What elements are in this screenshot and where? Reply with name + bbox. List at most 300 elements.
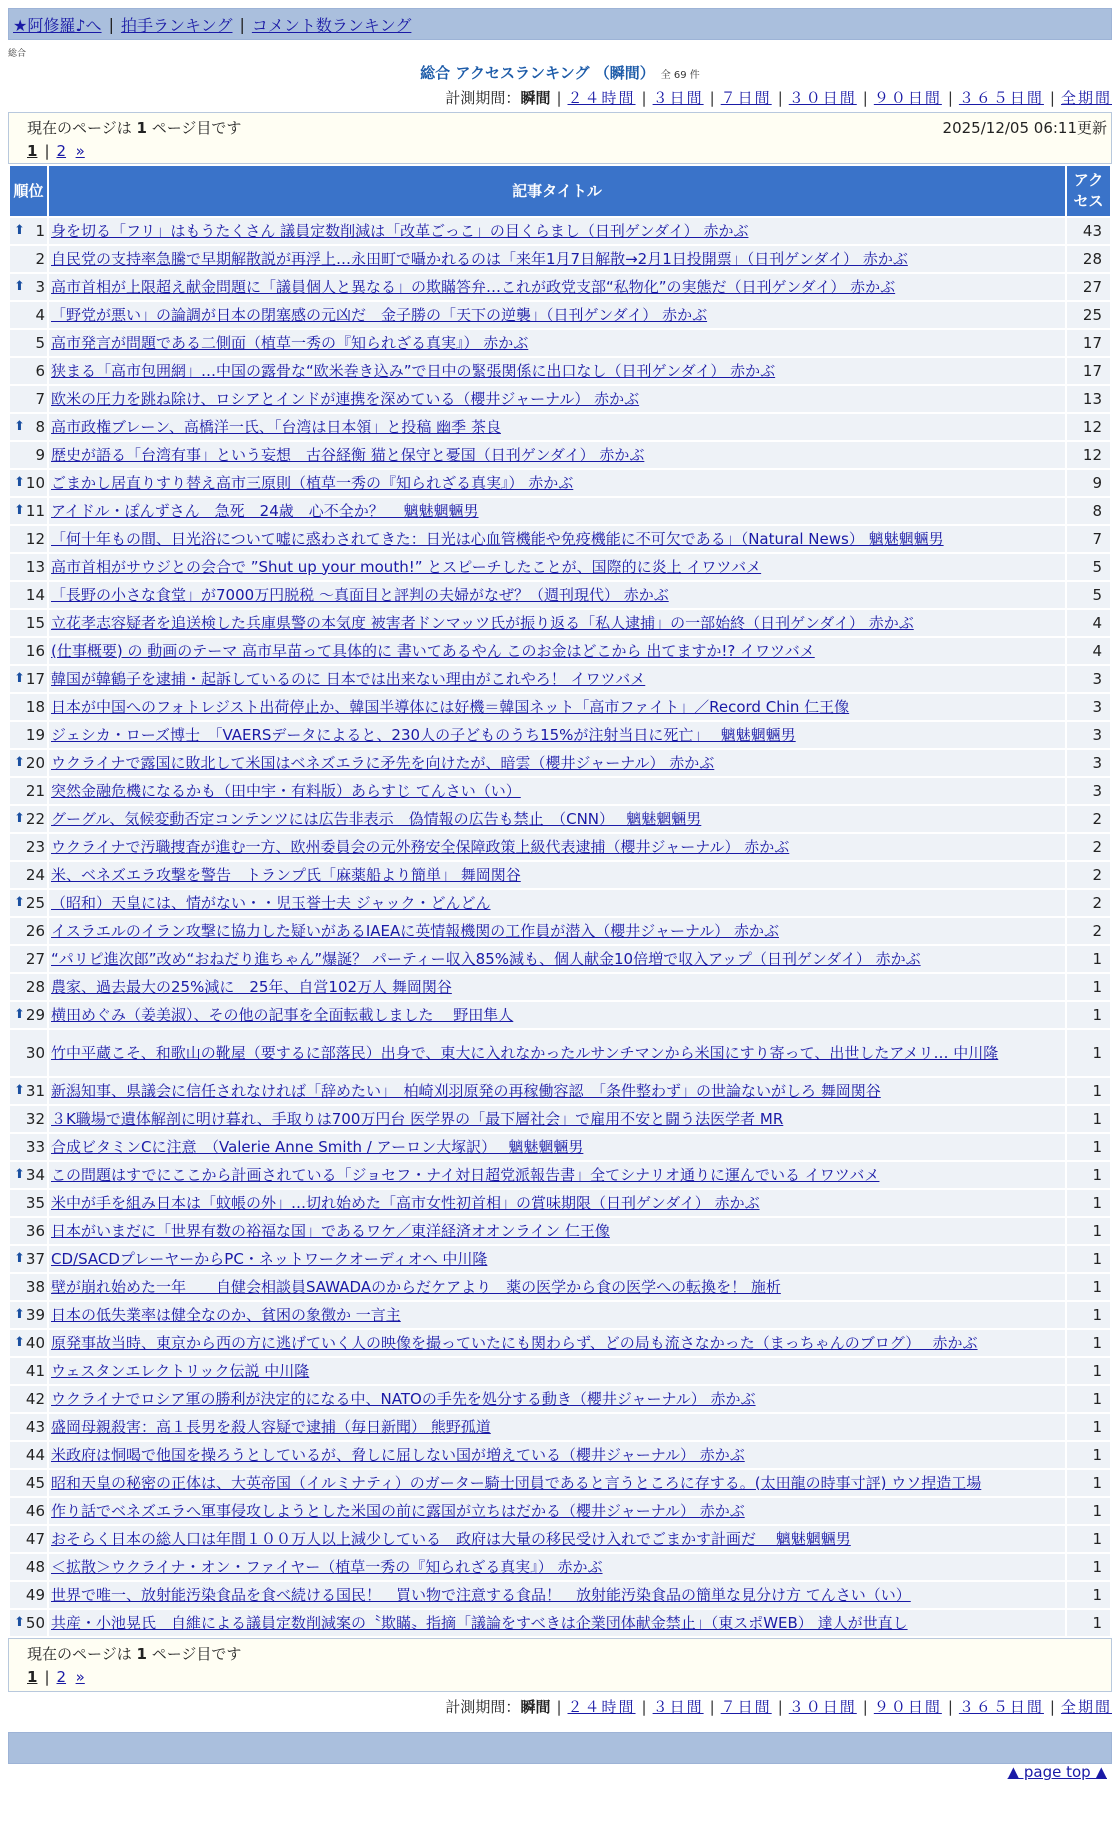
article-title-link[interactable]: 日本がいまだに「世界有数の裕福な国」であるワケ／東洋経済オオンライン 仁王像	[51, 1221, 610, 1240]
access-count: 1	[1067, 946, 1110, 972]
access-count: 1	[1067, 1414, 1110, 1440]
title-column-header: 記事タイトル	[49, 166, 1065, 216]
access-count: 25	[1067, 302, 1110, 328]
table-row	[10, 1106, 1110, 1132]
title-cell	[49, 218, 1065, 244]
title-cell	[49, 1330, 1065, 1356]
article-title-link[interactable]: アイドル・ぽんずさん 急死 24歳 心不全か？ 魑魅魍魎男	[51, 501, 479, 520]
article-title-link[interactable]: ウェスタンエレクトリック伝説 中川隆	[51, 1361, 310, 1380]
period-link[interactable]: ３６５日間	[958, 89, 1044, 107]
rank-number: 43	[25, 1417, 45, 1436]
table-row	[10, 1030, 1110, 1076]
rank-number: 9	[35, 445, 45, 464]
article-title-link[interactable]: ジェシカ・ローズ博士 「VAERSデータによると、230人の子どものうち15%が注射当日に死亡」 魑魅魍魎男	[51, 725, 796, 744]
rank-number: 31	[25, 1081, 45, 1100]
up-arrow-icon: ⬆	[14, 895, 25, 910]
access-count: 1	[1067, 1274, 1110, 1300]
up-arrow-icon: ⬆	[14, 1615, 25, 1630]
article-title-link[interactable]: 昭和天皇の秘密の正体は、大英帝国（イルミナティ）のガーター騎士団員であると言うところに存する。(太田龍の時事寸評) ウソ捏造工場	[51, 1473, 982, 1492]
period-link[interactable]: ３日間	[652, 1698, 704, 1716]
period-link[interactable]: ９０日間	[873, 89, 942, 107]
article-title-link[interactable]: 農家、過去最大の25%減に 25年、自営102万人 舞岡関谷	[51, 977, 452, 996]
rank-number: 11	[25, 501, 45, 520]
access-count: 2	[1067, 890, 1110, 916]
rank-number: 26	[25, 921, 45, 940]
rank-cell	[10, 1470, 47, 1496]
title-cell	[49, 1030, 1065, 1076]
article-title-link[interactable]: 日本の低失業率は健全なのか、貧困の象徴か 一言主	[51, 1305, 401, 1324]
rank-cell	[10, 694, 47, 720]
title-cell	[49, 806, 1065, 832]
article-title-link[interactable]: 壁が崩れ始めた一年 自健会相談員SAWADAのからだケアより 薬の医学から食の医学への転換を！ 施析	[51, 1277, 781, 1296]
period-link[interactable]: ３０日間	[788, 89, 857, 107]
rank-number: 46	[25, 1501, 45, 1520]
article-title-link[interactable]: 新潟知事、県議会に信任されなければ「辞めたい」 柏崎刈羽原発の再稼働容認 「条件整わず」の世論ないがしろ 舞岡関谷	[51, 1081, 881, 1100]
up-arrow-icon: ⬆	[14, 1251, 25, 1266]
table-row	[10, 694, 1110, 720]
access-count: 12	[1067, 414, 1110, 440]
rank-number: 44	[25, 1445, 45, 1464]
article-title-link[interactable]: 高市首相が上限超え献金問題に「議員個人と異なる」の欺瞞答弁…これが政党支部“私物化”の実態だ（日刊ゲンダイ） 赤かぶ	[51, 277, 896, 296]
pager-page-link[interactable]: 2	[56, 1668, 67, 1686]
article-title-link[interactable]: 世界で唯一、放射能汚染食品を食べ続ける国民！ 買い物で注意する食品！ 放射能汚染食品の簡単な見分け方 てんさい（い）	[51, 1585, 911, 1604]
article-title-link[interactable]: ウクライナでロシア軍の勝利が決定的になる中、NATOの手先を処分する動き（櫻井ジャーナル） 赤かぶ	[51, 1389, 756, 1408]
article-title-link[interactable]: 作り話でベネズエラへ軍事侵攻しようとした米国の前に露国が立ちはだかる（櫻井ジャーナル） 赤かぶ	[51, 1501, 745, 1520]
pager-current-page: 1	[27, 1668, 38, 1686]
table-row	[10, 302, 1110, 328]
nav-separator: |	[239, 14, 245, 34]
rank-cell	[10, 246, 47, 272]
article-title-link[interactable]: 自民党の支持率急騰で早期解散説が再浮上…永田町で囁かれるのは「来年1月7日解散→2月1日投開票」（日刊ゲンダイ） 赤かぶ	[51, 249, 908, 268]
article-title-link[interactable]: この問題はすでにここから計画されている「ジョセフ・ナイ対日超党派報告書」全てシナリオ通りに運んでいる イワツバメ	[51, 1165, 880, 1184]
title-cell	[49, 946, 1065, 972]
up-arrow-icon: ⬆	[14, 1167, 25, 1182]
table-row	[10, 1554, 1110, 1580]
title-cell	[49, 1582, 1065, 1608]
article-title-link[interactable]: イスラエルのイラン攻撃に協力した疑いがあるIAEAに英情報機関の工作員が潜入（櫻井ジャーナル） 赤かぶ	[51, 921, 779, 940]
access-count: 9	[1067, 470, 1110, 496]
access-count: 1	[1067, 1218, 1110, 1244]
rank-cell	[10, 442, 47, 468]
rank-number: 45	[25, 1473, 45, 1492]
rank-column-header: 順位	[10, 166, 47, 216]
rank-number: 7	[35, 389, 45, 408]
period-link[interactable]: 全期間	[1060, 1698, 1112, 1716]
period-separator: |	[709, 89, 715, 107]
rank-cell	[10, 1554, 47, 1580]
table-row	[10, 498, 1110, 524]
up-arrow-icon: ⬆	[14, 475, 25, 490]
rank-number: 48	[25, 1557, 45, 1576]
period-separator: |	[556, 89, 562, 107]
table-row	[10, 386, 1110, 412]
comment-ranking-link[interactable]: コメント数ランキング	[251, 15, 412, 35]
article-title-link[interactable]: 立花孝志容疑者を追送検した兵庫県警の本気度 被害者ドンマッツ氏が振り返る「私人逮捕」の一部始終（日刊ゲンダイ） 赤かぶ	[51, 613, 914, 632]
title-cell	[49, 1498, 1065, 1524]
rank-cell	[10, 974, 47, 1000]
access-count: 13	[1067, 386, 1110, 412]
article-title-link[interactable]: 原発事故当時、東京から西の方に逃げていく人の映像を撮っていたにも関わらず、どの局も流さなかった（まっちゃんのブログ） 赤かぶ	[51, 1333, 978, 1352]
title-cell	[49, 358, 1065, 384]
title-cell	[49, 386, 1065, 412]
rank-cell	[10, 330, 47, 356]
rank-number: 17	[25, 669, 45, 688]
article-title-link[interactable]: (仕事概要) の 動画のテーマ 高市早苗って具体的に 書いてあるやん このお金はどこから 出てますか!? イワツバメ	[51, 641, 815, 660]
rank-cell	[10, 1386, 47, 1412]
access-count: 3	[1067, 666, 1110, 692]
table-row	[10, 778, 1110, 804]
access-count: 2	[1067, 834, 1110, 860]
table-row	[10, 1610, 1110, 1636]
access-count: 1	[1067, 1610, 1110, 1636]
access-count: 1	[1067, 1246, 1110, 1272]
table-row	[10, 1582, 1110, 1608]
rank-number: 38	[25, 1277, 45, 1296]
period-link[interactable]: ７日間	[720, 1698, 772, 1716]
rank-cell	[10, 1274, 47, 1300]
rank-number: 15	[25, 613, 45, 632]
period-separator: |	[862, 89, 868, 107]
rank-number: 50	[25, 1613, 45, 1632]
title-cell	[49, 1190, 1065, 1216]
access-count: 3	[1067, 750, 1110, 776]
rank-cell	[10, 1526, 47, 1552]
rank-number: 21	[25, 781, 45, 800]
article-title-link[interactable]: 「何十年もの間、日光浴について嘘に惑わされてきた：日光は心血管機能や免疫機能に不可欠である」（Natural News） 魑魅魍魎男	[51, 529, 944, 548]
table-row	[10, 330, 1110, 356]
table-row	[10, 274, 1110, 300]
rank-number: 27	[25, 949, 45, 968]
table-row	[10, 834, 1110, 860]
title-cell	[49, 1442, 1065, 1468]
title-cell	[49, 498, 1065, 524]
access-count: 17	[1067, 358, 1110, 384]
rank-number: 12	[25, 529, 45, 548]
rank-number: 36	[25, 1221, 45, 1240]
table-row	[10, 722, 1110, 748]
article-title-link[interactable]: ごまかし居直りすり替え高市三原則（植草一秀の『知られざる真実』） 赤かぶ	[51, 473, 574, 492]
rank-number: 49	[25, 1585, 45, 1604]
rank-cell	[10, 946, 47, 972]
page-title: 総合 アクセスランキング （瞬間）	[420, 64, 655, 82]
access-count: 1	[1067, 1002, 1110, 1028]
article-title-link[interactable]: 突然金融危機になるかも（田中宇・有料版）あらすじ てんさい（い）	[51, 781, 521, 800]
table-row	[10, 582, 1110, 608]
access-count: 7	[1067, 526, 1110, 552]
rank-number: 33	[25, 1137, 45, 1156]
period-separator: |	[947, 1698, 953, 1716]
rank-cell	[10, 666, 47, 692]
article-title-link[interactable]: 歴史が語る「台湾有事」という妄想 古谷経衡 猫と保守と憂国（日刊ゲンダイ） 赤かぶ	[51, 445, 645, 464]
page-top-link[interactable]: ▲ page top ▲	[1007, 1763, 1107, 1781]
access-count: 2	[1067, 806, 1110, 832]
access-count: 1	[1067, 1442, 1110, 1468]
rank-number: 29	[25, 1005, 45, 1024]
rank-number: 8	[35, 417, 45, 436]
title-cell	[49, 526, 1065, 552]
title-cell	[49, 974, 1065, 1000]
page-info-bottom	[8, 1638, 1112, 1692]
article-title-link[interactable]: 高市首相がサウジとの会合で ”Shut up your mouth!” とスピーチしたことが、国際的に炎上 イワツバメ	[51, 557, 762, 576]
rank-number: 47	[25, 1529, 45, 1548]
up-arrow-icon: ⬆	[14, 1007, 25, 1022]
rank-cell	[10, 1498, 47, 1524]
period-link[interactable]: ３日間	[652, 89, 704, 107]
rank-number: 34	[25, 1165, 45, 1184]
title-cell	[49, 1106, 1065, 1132]
table-row	[10, 1218, 1110, 1244]
rank-number: 5	[35, 333, 45, 352]
current-page-text-bottom: 現在のページは 1 ページ目です	[27, 1645, 242, 1663]
rank-number: 14	[25, 585, 45, 604]
table-row	[10, 1330, 1110, 1356]
period-link[interactable]: ７日間	[720, 89, 772, 107]
page-info-top	[8, 112, 1112, 164]
category-label: 総合	[8, 49, 27, 59]
table-row	[10, 1002, 1110, 1028]
access-count: 1	[1067, 1358, 1110, 1384]
table-row	[10, 414, 1110, 440]
access-count: 1	[1067, 1386, 1110, 1412]
rank-number: 1	[35, 221, 45, 240]
article-title-link[interactable]: （昭和）天皇には、情がない・・児玉誉士夫 ジャック・どんどん	[51, 893, 491, 912]
title-cell	[49, 862, 1065, 888]
table-row	[10, 1274, 1110, 1300]
up-arrow-icon: ⬆	[14, 223, 25, 238]
table-row	[10, 1470, 1110, 1496]
table-row	[10, 554, 1110, 580]
article-title-link[interactable]: 狭まる「高市包囲網」…中国の露骨な“欧米巻き込み”で日中の緊張関係に出口なし（日刊ゲンダイ） 赤かぶ	[51, 361, 776, 380]
rank-number: 25	[25, 893, 45, 912]
title-cell	[49, 1078, 1065, 1104]
rank-cell	[10, 358, 47, 384]
title-cell	[49, 610, 1065, 636]
rank-number: 28	[25, 977, 45, 996]
rank-number: 35	[25, 1193, 45, 1212]
rank-cell	[10, 1330, 47, 1356]
title-cell	[49, 1526, 1065, 1552]
table-row	[10, 666, 1110, 692]
title-cell	[49, 1470, 1065, 1496]
article-title-link[interactable]: 盛岡母親殺害：高１長男を殺人容疑で逮捕（毎日新聞） 熊野孤道	[51, 1417, 491, 1436]
access-count: 4	[1067, 610, 1110, 636]
article-title-link[interactable]: 「野党が悪い」の論調が日本の閉塞感の元凶だ 金子勝の「天下の逆襲」（日刊ゲンダイ） 赤かぶ	[51, 305, 708, 324]
rank-cell	[10, 722, 47, 748]
access-count: 2	[1067, 918, 1110, 944]
title-cell	[49, 470, 1065, 496]
access-count: 1	[1067, 1190, 1110, 1216]
pager-bottom	[27, 1668, 85, 1686]
table-row	[10, 862, 1110, 888]
article-title-link[interactable]: ３K職場で遺体解剖に明け暮れ、手取りは700万円台 医学界の「最下層社会」で雇用不安と闘う法医学者 MR	[51, 1109, 784, 1128]
article-title-link[interactable]: おそらく日本の総人口は年間１００万人以上減少している 政府は大量の移民受け入れでごまかす計画だ 魑魅魍魎男	[51, 1529, 851, 1548]
title-cell	[49, 554, 1065, 580]
article-title-link[interactable]: 米、ベネズエラ攻撃を警告 トランプ氏「麻薬船より簡単」 舞岡関谷	[51, 865, 521, 884]
article-title-link[interactable]: “パリピ進次郎”改め“おねだり進ちゃん”爆誕？ パーティー収入85%減も、個人献金10倍増で収入アップ（日刊ゲンダイ） 赤かぶ	[51, 949, 921, 968]
title-cell	[49, 750, 1065, 776]
table-row	[10, 1162, 1110, 1188]
pager-next-link[interactable]: »	[75, 142, 85, 160]
table-row	[10, 1134, 1110, 1160]
title-cell	[49, 414, 1065, 440]
access-column-header: アクセス	[1067, 166, 1110, 216]
access-count: 1	[1067, 1498, 1110, 1524]
article-title-link[interactable]: 米政府は恫喝で他国を操ろうとしているが、脅しに屈しない国が増えている（櫻井ジャーナル） 赤かぶ	[51, 1445, 745, 1464]
nav-separator: |	[108, 14, 114, 34]
title-cell	[49, 722, 1065, 748]
article-title-link[interactable]: ウクライナで露国に敗北して米国はベネズエラに矛先を向けたが、暗雲（櫻井ジャーナル） 赤かぶ	[51, 753, 715, 772]
access-count: 2	[1067, 862, 1110, 888]
rank-cell	[10, 1106, 47, 1132]
title-cell	[49, 274, 1065, 300]
current-page-text: 現在のページは 1 ページ目です	[27, 119, 242, 137]
article-title-link[interactable]: ＜拡散＞ウクライナ・オン・ファイヤー（植草一秀の『知られざる真実』） 赤かぶ	[51, 1557, 603, 1576]
access-count: 8	[1067, 498, 1110, 524]
article-title-link[interactable]: 「長野の小さな食堂」が7000万円脱税 ～真面目と評判の夫婦がなぜ？（週刊現代） 赤かぶ	[51, 585, 669, 604]
period-separator: |	[1049, 89, 1055, 107]
rank-cell	[10, 1610, 47, 1636]
article-title-link[interactable]: 日本が中国へのフォトレジスト出荷停止か、韓国半導体には好機＝韓国ネット「高市ファイト」／Record Chin 仁王像	[51, 697, 850, 716]
period-link[interactable]: ９０日間	[873, 1698, 942, 1716]
access-count: 1	[1067, 1302, 1110, 1328]
period-separator: |	[777, 1698, 783, 1716]
article-title-link[interactable]: グーグル、気候変動否定コンテンツには広告非表示 偽情報の広告も禁止 （CNN） 魑魅魍魎男	[51, 809, 702, 828]
rank-cell	[10, 526, 47, 552]
access-count: 3	[1067, 778, 1110, 804]
rank-cell	[10, 610, 47, 636]
access-count: 3	[1067, 694, 1110, 720]
access-count: 43	[1067, 218, 1110, 244]
table-row	[10, 974, 1110, 1000]
up-arrow-icon: ⬆	[14, 1307, 25, 1322]
access-count: 27	[1067, 274, 1110, 300]
up-arrow-icon: ⬆	[14, 279, 25, 294]
title-cell	[49, 1218, 1065, 1244]
pager-next-link[interactable]: »	[75, 1668, 85, 1686]
table-row	[10, 946, 1110, 972]
applause-ranking-link[interactable]: 拍手ランキング	[120, 15, 233, 35]
ranking-table-body	[10, 218, 1110, 1636]
rank-cell	[10, 554, 47, 580]
table-row	[10, 890, 1110, 916]
period-link[interactable]: 全期間	[1060, 89, 1112, 107]
article-title-link[interactable]: 米中が手を組み日本は「蚊帳の外」…切れ始めた「高市女性初首相」の賞味期限（日刊ゲンダイ） 赤かぶ	[51, 1193, 760, 1212]
rank-number: 22	[25, 809, 45, 828]
title-cell	[49, 330, 1065, 356]
period-separator: |	[947, 89, 953, 107]
title-cell	[49, 302, 1065, 328]
table-row	[10, 1358, 1110, 1384]
article-title-link[interactable]: 共産・小池晃氏 自維による議員定数削減案の〝欺瞞〟指摘「議論をすべきは企業団体献金禁止」（東スポWEB） 達人が世直し	[51, 1613, 908, 1632]
access-count: 1	[1067, 1078, 1110, 1104]
table-row	[10, 918, 1110, 944]
period-label: 計測期間：	[445, 89, 521, 107]
up-arrow-icon: ⬆	[14, 755, 25, 770]
rank-number: 32	[25, 1109, 45, 1128]
rank-cell	[10, 834, 47, 860]
pager-separator: |	[44, 142, 50, 160]
rank-number: 4	[35, 305, 45, 324]
up-arrow-icon: ⬆	[14, 419, 25, 434]
up-arrow-icon: ⬆	[14, 1083, 25, 1098]
period-link[interactable]: ２４時間	[567, 89, 636, 107]
rank-number: 39	[25, 1305, 45, 1324]
pager-top	[27, 142, 85, 160]
rank-number: 23	[25, 837, 45, 856]
title-cell	[49, 1162, 1065, 1188]
title-cell	[49, 918, 1065, 944]
period-link[interactable]: ３０日間	[788, 1698, 857, 1716]
title-cell	[49, 582, 1065, 608]
up-arrow-icon: ⬆	[14, 1335, 25, 1350]
ranking-heading	[8, 62, 1112, 84]
title-cell	[49, 1302, 1065, 1328]
rank-number: 20	[25, 753, 45, 772]
article-title-link[interactable]: 高市発言が問題である二側面（植草一秀の『知られざる真実』） 赤かぶ	[51, 333, 529, 352]
table-row	[10, 1442, 1110, 1468]
rank-cell	[10, 1002, 47, 1028]
table-row	[10, 1498, 1110, 1524]
rank-cell	[10, 386, 47, 412]
article-title-link[interactable]: 合成ビタミンCに注意 （Valerie Anne Smith / アーロン大塚訳） 魑魅魍魎男	[51, 1137, 584, 1156]
period-link[interactable]: ３６５日間	[958, 1698, 1044, 1716]
rank-cell	[10, 862, 47, 888]
table-row	[10, 610, 1110, 636]
rank-number: 13	[25, 557, 45, 576]
up-arrow-icon: ⬆	[14, 671, 25, 686]
pager-separator: |	[44, 1668, 50, 1686]
table-row	[10, 470, 1110, 496]
title-cell	[49, 890, 1065, 916]
table-row	[10, 1190, 1110, 1216]
article-title-link[interactable]: 欧米の圧力を跳ね除け、ロシアとインドが連携を深めている（櫻井ジャーナル） 赤かぶ	[51, 389, 640, 408]
title-cell	[49, 666, 1065, 692]
period-selector-bottom	[8, 1696, 1112, 1718]
home-link[interactable]: ★阿修羅♪へ	[13, 15, 102, 35]
article-title-link[interactable]: ウクライナで汚職捜査が進む一方、欧州委員会の元外務安全保障政策上級代表逮捕（櫻井ジャーナル） 赤かぶ	[51, 837, 790, 856]
title-cell	[49, 778, 1065, 804]
rank-cell	[10, 1190, 47, 1216]
article-title-link[interactable]: 高市政権ブレーン、高橋洋一氏、「台湾は日本領」と投稿 幽季 茶良	[51, 417, 501, 436]
access-count: 1	[1067, 1582, 1110, 1608]
article-title-link[interactable]: 横田めぐみ（姜美淑）、その他の記事を全面転載しました 野田隼人	[51, 1005, 514, 1024]
rank-number: 42	[25, 1389, 45, 1408]
rank-cell	[10, 750, 47, 776]
period-current: 瞬間	[520, 89, 551, 107]
period-separator: |	[862, 1698, 868, 1716]
table-row	[10, 218, 1110, 244]
rank-number: 3	[35, 277, 45, 296]
pager-page-link[interactable]: 2	[56, 142, 67, 160]
title-cell	[49, 1134, 1065, 1160]
article-title-link[interactable]: CD/SACDプレーヤーからPC・ネットワークオーディオへ 中川隆	[51, 1249, 488, 1268]
rank-number: 41	[25, 1361, 45, 1380]
article-title-link[interactable]: 韓国が韓鶴子を逮捕・起訴しているのに 日本では出来ない理由がこれやろ！ イワツバメ	[51, 669, 646, 688]
table-row	[10, 638, 1110, 664]
rank-number: 6	[35, 361, 45, 380]
period-label: 計測期間：	[445, 1698, 521, 1716]
period-separator: |	[1049, 1698, 1055, 1716]
article-title-link[interactable]: 竹中平蔵こそ、和歌山の靴屋（要するに部落民）出身で、東大に入れなかったルサンチマンから米国にすり寄って、出世したアメリ… 中川隆	[51, 1043, 999, 1062]
period-link[interactable]: ２４時間	[567, 1698, 636, 1716]
table-row	[10, 1302, 1110, 1328]
title-cell	[49, 1554, 1065, 1580]
rank-cell	[10, 1162, 47, 1188]
table-row	[10, 806, 1110, 832]
rank-cell	[10, 274, 47, 300]
rank-cell	[10, 1442, 47, 1468]
article-title-link[interactable]: 身を切る「フリ」はもうたくさん 議員定数削減は「改革ごっこ」の目くらまし（日刊ゲンダイ） 赤かぶ	[51, 221, 749, 240]
